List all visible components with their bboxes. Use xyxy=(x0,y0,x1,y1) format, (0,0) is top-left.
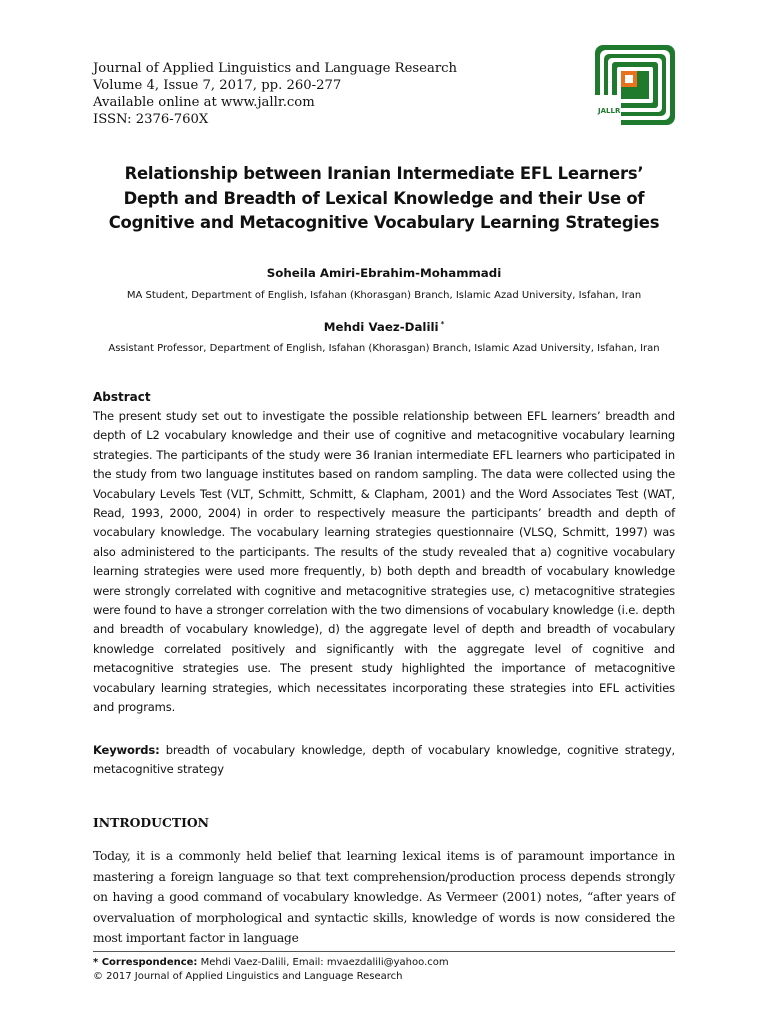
author-affiliation: MA Student, Department of English, Isfahan (Khorasgan) Branch, Islamic Azad University, Isfahan, Iran xyxy=(126,290,642,301)
correspondence-label: * Correspondence: xyxy=(93,957,198,968)
paper-title xyxy=(70,162,698,236)
keywords xyxy=(93,741,675,780)
footnote-divider xyxy=(93,951,675,952)
journal-name: Journal of Applied Linguistics and Language Research xyxy=(93,61,458,76)
footnote xyxy=(93,956,449,984)
author-affiliation: Assistant Professor, Department of English, Isfahan (Khorasgan) Branch, Islamic Azad University, Isfahan, Iran xyxy=(108,343,660,354)
abstract-heading: Abstract xyxy=(93,390,151,404)
section-heading: INTRODUCTION xyxy=(93,815,209,830)
introduction-text: Today, it is a commonly held belief that learning lexical items is of paramount importance in mastering a foreign language so that text comprehension/production process depends strongly on having a good command of vocabulary knowledge. As Vermeer (2001) notes, “after years of overvaluation of morphological and syntactic skills, knowledge of words is now considered the most important factor in language xyxy=(93,849,675,946)
journal-volume: Volume 4, Issue 7, 2017, pp. 260-277 xyxy=(93,78,342,93)
svg-text:JALLR: JALLR xyxy=(598,107,621,115)
journal-availability: Available online at www.jallr.com xyxy=(93,95,315,110)
title-line: Depth and Breadth of Lexical Knowledge and their Use of xyxy=(123,188,645,208)
author-name: Mehdi Vaez-Dalili xyxy=(323,320,439,334)
journal-info xyxy=(93,60,457,128)
journal-issn: ISSN: 2376-760X xyxy=(93,112,209,127)
correspondence-mark: * xyxy=(440,320,445,329)
title-line: Cognitive and Metacognitive Vocabulary Learning Strategies xyxy=(108,213,660,232)
keywords-label: Keywords: xyxy=(93,743,160,757)
copyright: © 2017 Journal of Applied Linguistics and Language Research xyxy=(93,971,403,982)
correspondence-text: Mehdi Vaez-Dalili, Email: mvaezdalili@yahoo.com xyxy=(200,957,449,968)
author-name: Soheila Amiri-Ebrahim-Mohammadi xyxy=(266,266,502,280)
keywords-text: breadth of vocabulary knowledge, depth of vocabulary knowledge, cognitive strategy, metacognitive strategy xyxy=(93,743,675,777)
jallr-logo xyxy=(595,45,675,125)
abstract-text: The present study set out to investigate the possible relationship between EFL learners’ breadth and depth of L2 vocabulary knowledge and their use of cognitive and metacognitive vocabulary learning strategies. The participants of the study were 36 Iranian intermediate EFL learners who participated in the study from two language institutes based on random sampling. The data were collected using the Vocabulary Levels Test (VLT, Schmitt, Schmitt, & Clapham, 2001) and the Word Associates Test (WAT, Read, 1993, 2000, 2004) in order to respectively measure the participants’ breadth and depth of vocabulary knowledge. The vocabulary learning strategies questionnaire (VLSQ, Schmitt, 1997) was also administered to the participants. The results of the study revealed that a) cognitive vocabulary learning strategies were used more frequently, b) both depth and breadth of vocabulary knowledge were strongly correlated with cognitive and metacognitive strategies use, c) metacognitive strategies were found to have a stronger correlation with the two dimensions of vocabulary knowledge (i.e. depth and breadth of vocabulary knowledge), d) the aggregate level of depth and breadth of vocabulary knowledge correlated positively and significantly with the aggregate level of cognitive and metacognitive strategies use. The present study highlighted the importance of metacognitive vocabulary learning strategies, which necessitates incorporating these strategies into EFL activities and programs. xyxy=(93,409,675,715)
title-line: Relationship between Iranian Intermediate EFL Learners’ xyxy=(124,164,644,183)
corresponding-author xyxy=(0,320,768,334)
